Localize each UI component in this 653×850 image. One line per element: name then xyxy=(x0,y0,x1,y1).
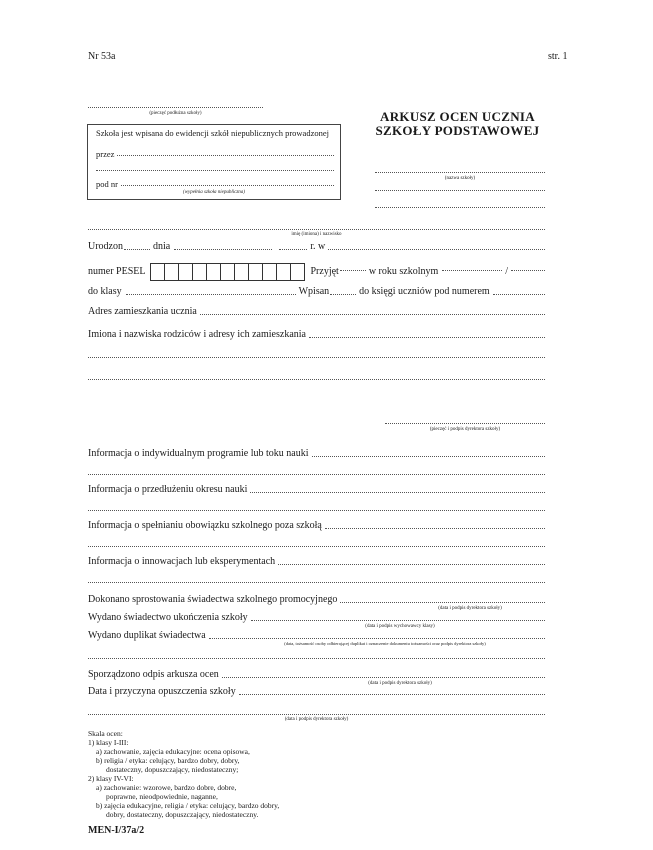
title-line-2: SZKOŁY PODSTAWOWEJ xyxy=(375,123,540,138)
page-number: str. 1 xyxy=(548,51,568,62)
school-name-line-1[interactable] xyxy=(375,172,545,173)
director-signature-line[interactable] xyxy=(385,423,545,424)
graduation-caption: (data i podpis wychowawcy klasy) xyxy=(365,624,435,629)
duplicate-label: Wydano duplikat świadectwa xyxy=(88,630,206,641)
wpisan-label: Wpisan xyxy=(298,286,330,297)
year-end-field[interactable] xyxy=(511,270,545,271)
address-row xyxy=(88,306,545,318)
przez-label: przez xyxy=(96,149,115,159)
pod-nr-label: pod nr xyxy=(96,179,118,189)
stamp-line[interactable] xyxy=(88,107,263,108)
scale-item: poprawne, nieodpowiednie, naganne, xyxy=(106,792,218,801)
duplicate-field[interactable] xyxy=(209,638,545,639)
scale-item: b) religia / etyka: celujący, bardzo dobry, dobry, xyxy=(96,756,240,765)
pesel-label: numer PESEL xyxy=(88,266,146,277)
r-w-label: r. w xyxy=(310,241,326,252)
parents-line-3[interactable] xyxy=(88,379,545,380)
leaving-row xyxy=(88,686,545,698)
director-signature-caption: (pieczęć i podpis dyrektora szkoły) xyxy=(429,427,501,432)
scale-item: 1) klasy I-III: xyxy=(88,738,129,747)
info-field[interactable] xyxy=(325,528,545,529)
pod-nr-field[interactable] xyxy=(121,185,334,186)
title-line-1: ARKUSZ OCEN UCZNIA xyxy=(380,109,535,124)
info-line[interactable] xyxy=(88,474,545,475)
scale-heading: Skala ocen: xyxy=(88,729,123,738)
correction-caption: (data i podpis dyrektora szkoły) xyxy=(438,606,502,611)
info-label: Informacja o przedłużeniu okresu nauki xyxy=(88,484,248,495)
urodzon-label: Urodzon xyxy=(88,241,123,252)
copy-caption: (data i podpis dyrektora szkoły) xyxy=(368,681,432,686)
correction-label: Dokonano sprostowania świadectwa szkolnego promocyjnego xyxy=(88,594,338,605)
register-label: do księgi uczniów pod numerem xyxy=(359,286,490,297)
scale-item: dostateczny, dopuszczający, niedostateczny; xyxy=(106,765,239,774)
do-klasy-label: do klasy xyxy=(88,286,122,297)
school-year-label: w roku szkolnym xyxy=(368,266,439,277)
info-label: Informacja o spełnianiu obowiązku szkolnego poza szkołą xyxy=(88,520,322,531)
info-row-4 xyxy=(88,556,545,568)
info-line[interactable] xyxy=(88,582,545,583)
parents-line-2[interactable] xyxy=(88,357,545,358)
info-field[interactable] xyxy=(312,456,545,457)
graduation-row xyxy=(88,612,545,624)
birth-year-field[interactable] xyxy=(279,249,307,250)
stamp-caption: (pieczęć podłużna szkoły) xyxy=(149,111,202,116)
wpisan-suffix[interactable] xyxy=(330,294,356,295)
duplicate-line-2[interactable] xyxy=(88,658,545,659)
correction-row xyxy=(88,594,545,606)
registry-line[interactable] xyxy=(96,170,334,171)
scale-item: b) zajęcia edukacyjne, religia / etyka: celujący, bardzo dobry, xyxy=(96,801,280,810)
scale-item: a) zachowanie: wzorowe, bardzo dobre, dobre, xyxy=(96,783,237,792)
form-code: MEN-I/37a/2 xyxy=(88,825,145,836)
grading-scale xyxy=(88,729,279,819)
duplicate-caption: (data, tożsamość osoby odbierającej duplikat i oznaczenie dokumentu tożsamości oraz podpis dyrektora szkoły) xyxy=(284,641,486,646)
scale-item: a) zachowanie, zajęcia edukacyjne: ocena opisowa, xyxy=(96,747,250,756)
leaving-line-2[interactable] xyxy=(88,714,545,715)
register-number-field[interactable] xyxy=(493,294,545,295)
leaving-label: Data i przyczyna opuszczenia szkoły xyxy=(88,686,236,697)
form-number: Nr 53a xyxy=(88,51,116,62)
year-start-field[interactable] xyxy=(442,270,502,271)
info-row-2 xyxy=(88,484,545,496)
parents-label: Imiona i nazwiska rodziców i adresy ich zamieszkania xyxy=(88,329,306,340)
leaving-field[interactable] xyxy=(239,694,545,695)
urodzon-suffix[interactable] xyxy=(124,249,150,250)
parents-field[interactable] xyxy=(309,337,545,338)
birth-row xyxy=(88,241,545,253)
info-field[interactable] xyxy=(278,564,545,565)
info-label: Informacja o indywidualnym programie lub toku nauki xyxy=(88,448,309,459)
address-label: Adres zamieszkania ucznia xyxy=(88,306,197,317)
leaving-caption: (data i podpis dyrektora szkoły) xyxy=(284,717,349,722)
info-row-1 xyxy=(88,448,545,460)
correction-field[interactable] xyxy=(340,602,545,603)
info-label: Informacja o innowacjach lub eksperymentach xyxy=(88,556,276,567)
birth-date-field[interactable] xyxy=(174,249,272,250)
info-field[interactable] xyxy=(250,492,545,493)
scale-item: dobry, dostateczny, dopuszczający, niedostateczny. xyxy=(106,810,259,819)
pesel-row xyxy=(88,263,545,281)
info-line[interactable] xyxy=(88,510,545,511)
graduation-label: Wydano świadectwo ukończenia szkoły xyxy=(88,612,248,623)
parents-row xyxy=(88,329,545,341)
przez-field[interactable] xyxy=(117,155,334,156)
school-name-line-3[interactable] xyxy=(375,207,545,208)
registry-box xyxy=(87,124,341,200)
copy-row xyxy=(88,669,545,681)
scale-item: 2) klasy IV-VI: xyxy=(88,774,134,783)
copy-label: Sporządzono odpis arkusza ocen xyxy=(88,669,219,680)
info-line[interactable] xyxy=(88,546,545,547)
student-name-line[interactable] xyxy=(88,229,545,230)
registry-text: Szkoła jest wpisana do ewidencji szkół niepublicznych prowadzonej xyxy=(96,128,329,138)
birth-place-field[interactable] xyxy=(328,249,545,250)
info-row-3 xyxy=(88,520,545,532)
copy-field[interactable] xyxy=(222,677,545,678)
przyjet-suffix[interactable] xyxy=(340,270,366,271)
address-field[interactable] xyxy=(200,314,545,315)
slash: / xyxy=(505,266,509,277)
graduation-field[interactable] xyxy=(251,620,545,621)
school-name-caption: (nazwa szkoły) xyxy=(444,176,476,181)
school-name-line-2[interactable] xyxy=(375,190,545,191)
pesel-boxes[interactable] xyxy=(150,263,305,281)
student-name-caption: imię (imiona) i nazwisko xyxy=(291,232,342,237)
class-row xyxy=(88,286,545,298)
registry-caption: (wypełnia szkoła niepubliczna) xyxy=(183,190,245,195)
class-field[interactable] xyxy=(126,294,296,295)
przyjet-label: Przyjęt xyxy=(310,266,339,277)
dnia-label: dnia xyxy=(153,241,171,252)
